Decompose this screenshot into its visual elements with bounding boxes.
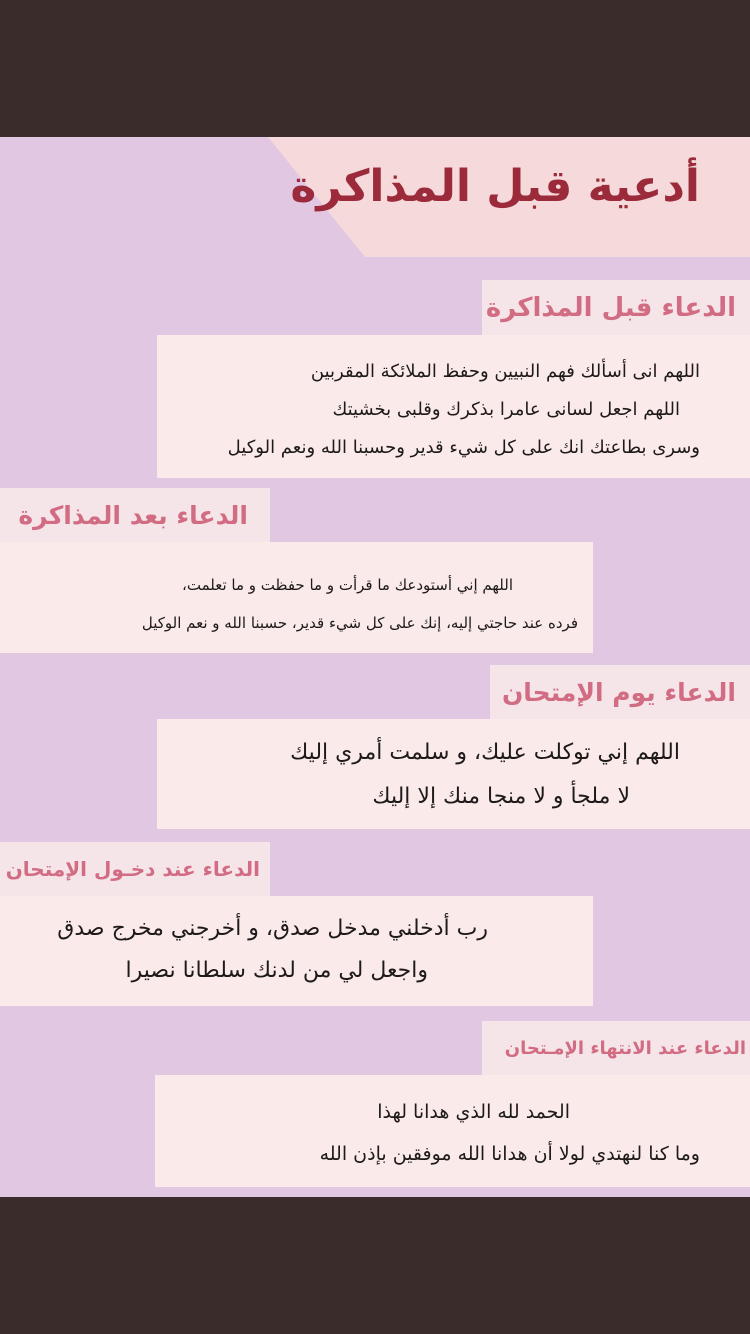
page-title: أدعية قبل المذاكرة bbox=[290, 161, 700, 212]
section-body-exam-day bbox=[157, 719, 750, 829]
dua-line: لا ملجأ و لا منجا منك إلا إليك bbox=[372, 784, 630, 809]
section-heading-entering-exam bbox=[0, 842, 270, 896]
section-heading-text: الدعاء بعد المذاكرة bbox=[18, 500, 248, 530]
dua-line: اللهم اجعل لسانى عامرا بذكرك وقلبى بخشيتك bbox=[332, 399, 680, 420]
section-heading-after-study bbox=[0, 488, 270, 542]
dua-line: اللهم إني توكلت عليك، و سلمت أمري إليك bbox=[290, 740, 680, 765]
section-heading-text: الدعاء عند دخـول الإمتحان bbox=[5, 857, 260, 881]
section-heading-text: الدعاء يوم الإمتحان bbox=[501, 677, 736, 707]
dua-line: واجعل لي من لدنك سلطانا نصيرا bbox=[125, 958, 428, 983]
section-body-after-study bbox=[0, 542, 593, 653]
dua-line: الحمد لله الذي هدانا لهذا bbox=[377, 1101, 570, 1123]
section-heading-finishing-exam bbox=[482, 1021, 750, 1075]
section-body-before-study bbox=[157, 335, 750, 478]
dua-line: اللهم انى أسألك فهم النبيين وحفظ الملائكة المقربين bbox=[310, 361, 700, 382]
poster bbox=[0, 137, 750, 1197]
section-heading-text: الدعاء عند الانتهاء الإمـتحان bbox=[504, 1037, 746, 1059]
section-heading-exam-day bbox=[490, 665, 750, 719]
dua-line: رب أدخلني مدخل صدق، و أخرجني مخرج صدق bbox=[57, 916, 488, 941]
dua-line: اللهم إني أستودعك ما قرأت و ما حفظت و ما تعلمت، bbox=[182, 576, 513, 594]
dua-line: وسرى بطاعتك انك على كل شيء قدير وحسبنا الله ونعم الوكيل bbox=[227, 437, 700, 458]
dua-line: وما كنا لنهتدي لولا أن هدانا الله موفقين بإذن الله bbox=[319, 1143, 700, 1165]
dua-line: فرده عند حاجتي إليه، إنك على كل شيء قدير، حسبنا الله و نعم الوكيل bbox=[141, 614, 578, 632]
section-body-entering-exam bbox=[0, 896, 593, 1006]
section-heading-before-study bbox=[482, 280, 750, 335]
section-heading-text: الدعاء قبل المذاكرة bbox=[485, 292, 736, 323]
section-body-finishing-exam bbox=[155, 1075, 750, 1187]
